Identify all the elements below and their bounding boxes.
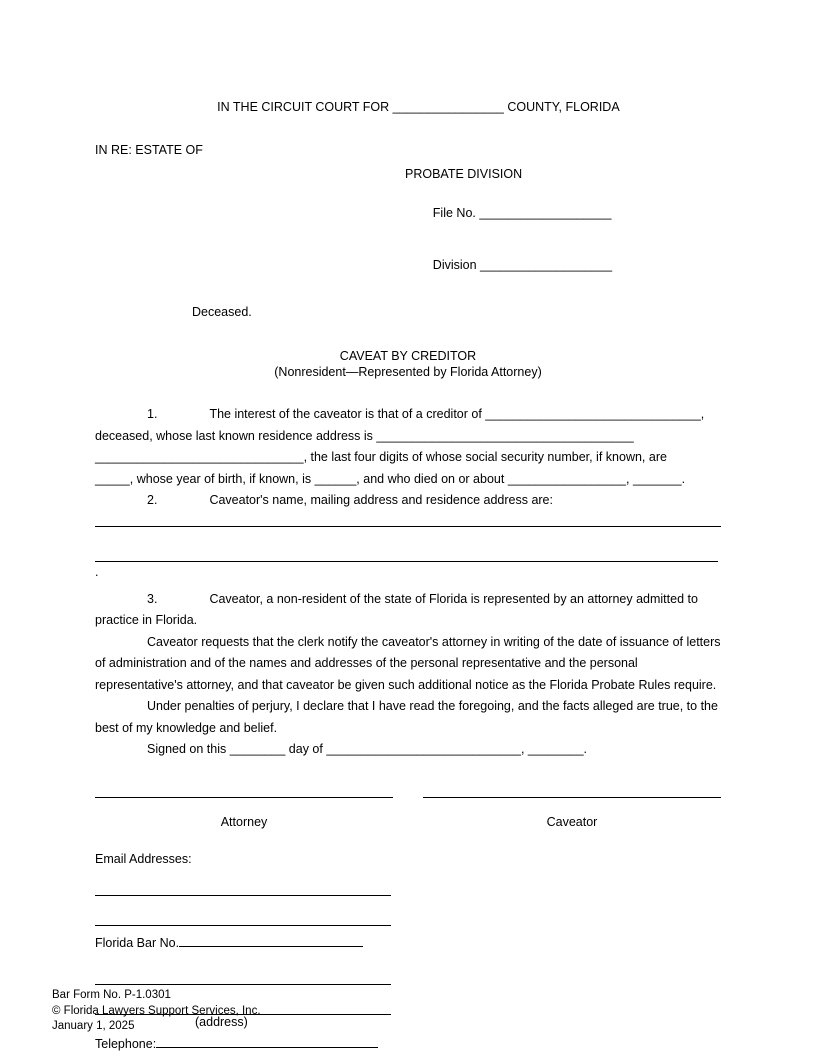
attorney-label: Attorney [220, 814, 268, 829]
court-heading-pre: IN THE CIRCUIT COURT FOR [217, 99, 393, 114]
paragraph-1-text-g: , _______. [626, 471, 686, 486]
florida-bar-no-row [95, 933, 721, 955]
telephone-row [95, 1034, 721, 1056]
paragraph-2-trailing-period: . [95, 564, 99, 579]
paragraph-1-blank-e: ______ [314, 471, 357, 486]
email-address-line-2[interactable] [95, 903, 391, 926]
file-no-row [405, 195, 721, 233]
signed-on-text-b: day of [285, 742, 327, 756]
paragraph-5: Under penalties of perjury, I declare that I have read the foregoing, and the facts alleged are true, to the best of my knowledge and belief. [95, 699, 718, 735]
file-no-blank: ___________________ [479, 206, 612, 220]
florida-bar-no-input[interactable] [179, 933, 363, 947]
document-title-block [95, 350, 721, 378]
probate-division-label: PROBATE DIVISION [405, 167, 523, 181]
paragraph-1 [95, 404, 721, 490]
footer-form-no: Bar Form No. P-1.0301 [52, 989, 171, 1001]
document-body [95, 88, 721, 1056]
paragraph-4: Caveator requests that the clerk notify the caveator's attorney in writing of the date of issuance of letters of administration and of the names and addresses of the personal representative and the personal representative's attorney, and that caveator be given such additional notice as the Florida Probate Rules require. [95, 634, 721, 692]
telephone-input[interactable] [156, 1034, 378, 1048]
court-heading-post: COUNTY, FLORIDA [503, 99, 620, 114]
document-title: CAVEAT BY CREDITOR [339, 349, 477, 363]
court-heading-blank: ________________ [392, 99, 504, 114]
footer-copyright: © Florida Lawyers Support Services, Inc. [52, 1004, 261, 1017]
florida-bar-no-label: Florida Bar No. [95, 936, 180, 950]
paragraph-3 [95, 589, 721, 632]
paragraph-1-text-b: , [700, 407, 705, 421]
division-row [405, 246, 721, 284]
document-footer [52, 988, 261, 1035]
email-address-line-1[interactable] [95, 873, 391, 896]
deceased-label: Deceased. [192, 304, 252, 319]
file-no-label: File No. [432, 206, 480, 220]
paragraph-1-number: 1. [147, 407, 158, 421]
paragraph-3-number: 3. [147, 591, 158, 606]
signed-on-row [95, 739, 721, 761]
paragraph-1-text-f: , and who died on or about [356, 471, 508, 486]
paragraph-1-text-d: , the last four digits of whose social security number, if known, are [303, 450, 667, 464]
paragraph-2 [95, 490, 721, 512]
division-label: Division [432, 257, 481, 272]
signature-labels-row [95, 798, 721, 829]
paragraph-1-blank-f: _________________ [507, 471, 626, 486]
address-line-1[interactable] [95, 962, 391, 985]
paragraph-1-blank-d: _____ [95, 471, 130, 486]
telephone-label: Telephone: [95, 1036, 157, 1051]
signed-on-blank-a: ________ [229, 742, 286, 756]
paragraph-1-blank-c: ______________________________ [95, 450, 304, 464]
footer-date: January 1, 2025 [52, 1020, 135, 1033]
paragraph-3-text: Caveator, a non-resident of the state of Florida is represented by an attorney admitted to practice in Florida. [95, 591, 698, 627]
document-subtitle: (Nonresident—Represented by Florida Attorney) [274, 364, 542, 379]
paragraph-1-text-e: , whose year of birth, if known, is [129, 471, 315, 486]
paragraph-1-text-a: The interest of the caveator is that of a creditor of [209, 407, 486, 421]
signed-on-blank-b: ____________________________ [326, 742, 521, 756]
paragraph-1-blank-b: _____________________________________ [376, 428, 634, 443]
probate-block [405, 168, 721, 284]
in-re-estate-of: IN RE: ESTATE OF [95, 142, 203, 157]
caveator-label: Caveator [546, 814, 598, 829]
division-blank: ___________________ [480, 257, 613, 272]
caveator-signature-line[interactable] [423, 797, 721, 798]
court-heading [95, 88, 721, 126]
paragraph-2-number: 2. [147, 493, 158, 507]
address-caption: (address) [195, 1015, 248, 1029]
signed-on-text-c: , ________. [520, 742, 588, 756]
attorney-signature-line[interactable] [95, 797, 393, 798]
paragraph-1-text-c: deceased, whose last known residence address is [95, 428, 377, 443]
paragraph-1-blank-a: _______________________________ [485, 407, 701, 421]
email-addresses-label: Email Addresses: [95, 851, 192, 866]
paragraph-2-text: Caveator's name, mailing address and residence address are: [209, 493, 553, 507]
signed-on-text-a: Signed on this [147, 742, 230, 756]
paragraph-2-fill-line-2 [95, 561, 718, 562]
